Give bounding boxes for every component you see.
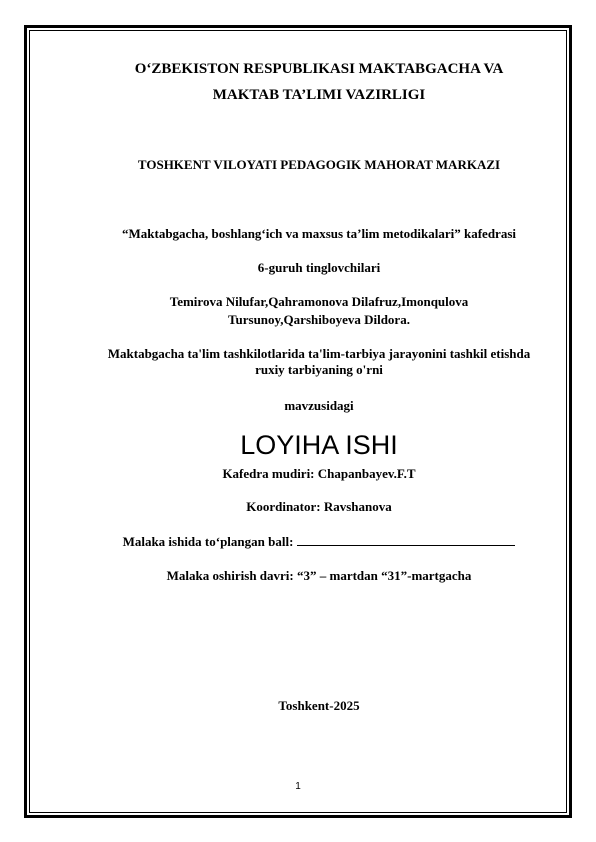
department-name: “Maktabgacha, boshlang‘ich va maxsus ta’lim metodikalari” kafedrasi bbox=[122, 226, 516, 241]
center-name: TOSHKENT VILOYATI PEDAGOGIK MAHORAT MARKAZI bbox=[137, 157, 501, 172]
training-period: Malaka oshirish davri: “3” – martdan “31”-martgacha bbox=[166, 568, 472, 583]
authors-line-1: Temirova Nilufar,Qahramonova Dilafruz,Imonqulova bbox=[169, 294, 469, 309]
score-row bbox=[60, 533, 578, 551]
place-year: Toshkent-2025 bbox=[278, 698, 360, 713]
ministry-line-1: O‘ZBEKISTON RESPUBLIKASI MAKTABGACHA VA bbox=[134, 61, 504, 77]
authors-line-2: Tursunoy,Qarshiboyeva Dildora. bbox=[228, 312, 410, 327]
document-title: LOYIHA ISHI bbox=[240, 430, 398, 460]
score-blank-line bbox=[297, 534, 515, 546]
topic-suffix: mavzusidagi bbox=[284, 398, 354, 413]
page-number: 1 bbox=[295, 781, 301, 792]
coordinator: Koordinator: Ravshanova bbox=[246, 499, 392, 514]
ministry-line-2: MAKTAB TA’LIMI VAZIRLIGI bbox=[212, 87, 426, 103]
page-border-inner bbox=[29, 30, 567, 813]
topic-line-1: Maktabgacha ta'lim tashkilotlarida ta'lim-tarbiya jarayonini tashkil etishda bbox=[107, 346, 531, 361]
head-of-department: Kafedra mudiri: Chapanbayev.F.T bbox=[222, 466, 416, 481]
group-label: 6-guruh tinglovchilari bbox=[257, 260, 381, 275]
topic-line-2: ruxiy tarbiyaning o'rni bbox=[255, 362, 383, 377]
score-label: Malaka ishida to‘plangan ball: bbox=[122, 534, 294, 549]
